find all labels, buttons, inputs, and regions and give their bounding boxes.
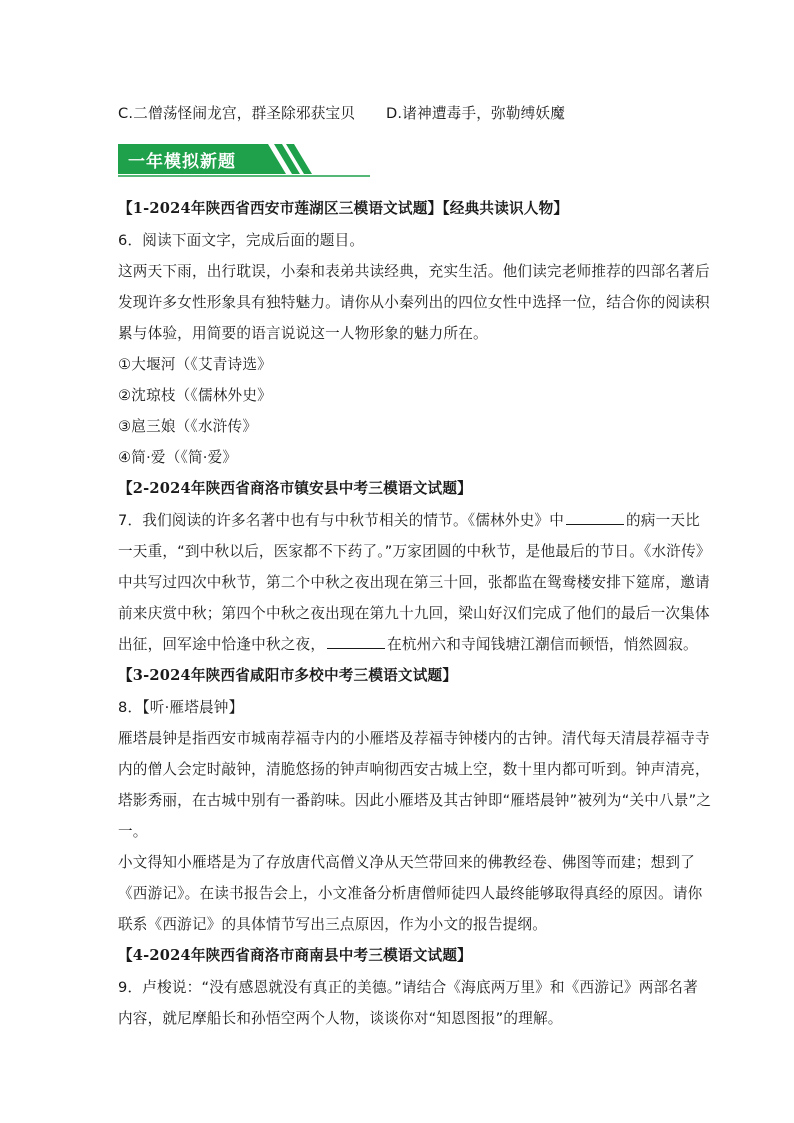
banner-title: 一年模拟新题 [128, 152, 236, 172]
q9-line: 9．卢梭说：“没有感恩就没有真正的美德。”请结合《海底两万里》和《西游记》两部名著 [118, 979, 698, 996]
q8-paragraph: 塔影秀丽，在古城中别有一番韵味。因此小雁塔及其古钟即“雁塔晨钟”被列为“关中八景”之 [118, 792, 712, 809]
q7-line: 中共写过四次中秋节，第二个中秋之夜出现在第三十回，张都监在鸳鸯楼安排下筵席，邀请 [118, 574, 710, 591]
q8-paragraph: 《西游记》。在读书报告会上，小文准备分析唐僧师徒四人最终能够取得真经的原因。请你 [118, 885, 703, 902]
section-banner [118, 142, 370, 178]
q8-paragraph: 联系《西游记》的具体情节写出三点原因，作为小文的报告提纲。 [118, 916, 548, 933]
q7-source: 【2-2024年陕西省商洛市镇安县中考三模语文试题】 [118, 480, 472, 497]
q8-paragraph: 小文得知小雁塔是为了存放唐代高僧义净从天竺带回来的佛教经卷、佛图等而建；想到了 [118, 854, 695, 871]
q6-paragraph: 发现许多女性形象具有独特魅力。请你从小秦列出的四位女性中选择一位，结合你的阅读积 [118, 294, 710, 311]
q6-paragraph: 累与体验，用简要的语言说说这一人物形象的魅力所在。 [118, 325, 488, 342]
q8-source: 【3-2024年陕西省咸阳市多校中考三模语文试题】 [118, 667, 458, 684]
q6-title: 6．阅读下面文字，完成后面的题目。 [118, 232, 365, 249]
q9-line: 内容，就尼摩船长和孙悟空两个人物，谈谈你对“知恩图报”的理解。 [118, 1010, 563, 1027]
q6-item: ④简·爱（《简·爱》 [118, 449, 238, 466]
q7-line: 出征，回军途中恰逢中秋之夜， 在杭州六和寺闻钱塘江潮信而顿悟，悄然圆寂。 [118, 636, 698, 653]
answer-blank[interactable] [566, 512, 624, 525]
option-d: D.诸神遭毒手，弥勒缚妖魔 [386, 105, 566, 122]
q8-paragraph: 雁塔晨钟是指西安市城南荐福寺内的小雁塔及荐福寺钟楼内的古钟。清代每天清晨荐福寺寺 [118, 730, 710, 747]
q6-item: ①大堰河（《艾青诗选》 [118, 356, 272, 373]
q7-line: 前来庆赏中秋；第四个中秋之夜出现在第九十九回，梁山好汉们完成了他们的最后一次集体 [118, 605, 710, 622]
option-c: C.二僧荡怪闹龙宫，群圣除邪获宝贝 [118, 105, 356, 122]
q7-line: 7．我们阅读的许多名著中也有与中秋节相关的情节。《儒林外史》中 的病一天比 [118, 512, 700, 529]
answer-options [118, 102, 678, 123]
q8-title: 8．【听·雁塔晨钟】 [118, 699, 244, 716]
answer-blank[interactable] [327, 636, 385, 649]
q6-item: ②沈琼枝（《儒林外史》 [118, 387, 272, 404]
q8-paragraph: 内的僧人会定时敲钟，清脆悠扬的钟声响彻西安古城上空，数十里内都可听到。钟声清亮， [118, 761, 710, 778]
q8-paragraph: 一。 [118, 823, 148, 840]
q6-item: ③扈三娘（《水浒传》 [118, 418, 258, 435]
q9-source: 【4-2024年陕西省商洛市商南县中考三模语文试题】 [118, 947, 472, 964]
q7-line: 一天重，“到中秋以后，医家都不下药了。”万家团圆的中秋节，是他最后的节日。《水浒传》 [118, 543, 711, 560]
q6-paragraph: 这两天下雨，出行耽误，小秦和表弟共读经典，充实生活。他们读完老师推荐的四部名著后 [118, 263, 710, 280]
q6-source: 【1-2024年陕西省西安市莲湖区三模语文试题】【经典共读识人物】 [118, 200, 569, 217]
